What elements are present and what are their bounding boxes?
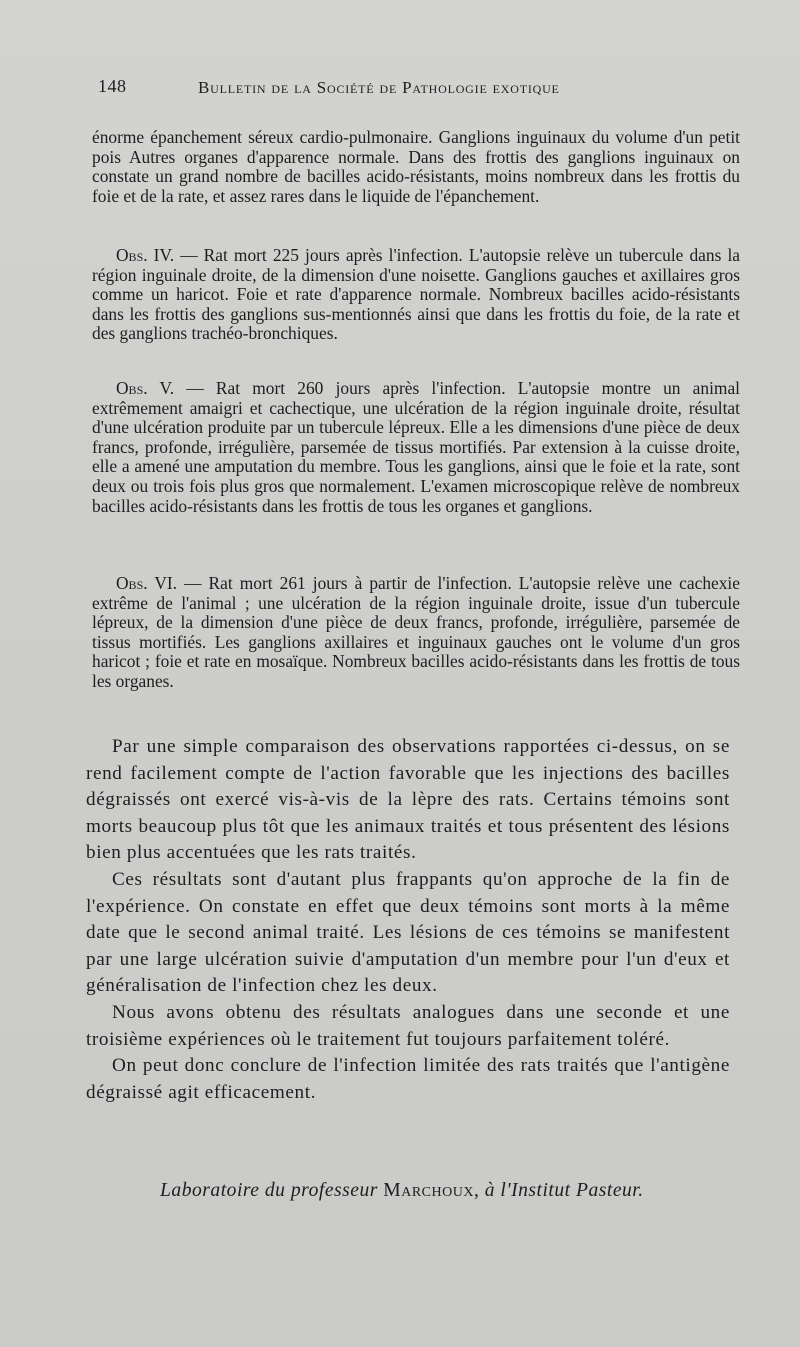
conclusion-paragraph: On peut donc conclure de l'infection limitée des rats traités que l'antigène dégraissé agit efficacement. — [86, 1055, 730, 1103]
observation-paragraph — [92, 574, 740, 692]
observation-4 — [92, 246, 740, 344]
signature-institute: , à l'Institut Pasteur. — [473, 1180, 644, 1201]
signature — [160, 1180, 740, 1202]
observation-5 — [92, 379, 740, 516]
observation-label: Obs. V. — [116, 378, 175, 398]
observation-text: — Rat mort 225 jours après l'infection. L'autopsie relève un tubercule dans la région inguinale droite, de la dimension d'une noisette. Ganglions gauches et axillaires gros comme un haricot. Foie et rate d'apparence normale. Nombreux bacilles acido-résistants dans les frottis des ganglions sus-mentionnés ainsi que dans les frottis du foie, de la rate et des ganglions trachéo-bronchiques. — [92, 245, 740, 344]
observation-paragraph — [92, 379, 740, 516]
signature-lab: Laboratoire du professeur — [160, 1180, 384, 1201]
page-number: 148 — [98, 76, 127, 96]
observation-6 — [92, 574, 740, 692]
running-head — [98, 76, 743, 104]
discussion-block — [86, 734, 730, 1106]
discussion-paragraph-1: Par une simple comparaison des observations rapportées ci-dessus, on se rend facilement compte de l'action favorable que les injections des bacilles dégraissés ont exercé vis-à-vis de la lèpre des rats. Certains témoins sont morts beaucoup plus tôt que les animaux traités et tous présentent des lésions bien plus accentuées que les rats traités. — [86, 736, 730, 864]
journal-title: Bulletin de la Société de Pathologie exotique — [198, 78, 560, 97]
observation-text: — Rat mort 261 jours à partir de l'infection. L'autopsie relève une cachexie extrême de l'animal ; une ulcération de la région inguinale droite, issue d'un tubercule lépreux, de la dimension d'une pièce de deux francs, profonde, irrégulière, parsemée de tissus mortifiés. Les ganglions axillaires et inguinaux gauches ont le volume d'un gros haricot ; foie et rate en mosaïque. Nombreux bacilles acido-résistants dans les frottis de tous les organes. — [92, 573, 740, 691]
observation-paragraph — [92, 246, 740, 344]
continued-paragraph — [92, 128, 740, 206]
discussion-paragraph-3: Nous avons obtenu des résultats analogues dans une seconde et une troisième expériences où le traitement fut toujours parfaitement toléré. — [86, 1001, 730, 1050]
signature-author: Marchoux — [383, 1180, 474, 1201]
observation-text: — Rat mort 260 jours après l'infection. L'autopsie montre un animal extrêmement amaigri et cachectique, une ulcération de la région inguinale droite, résultat d'une ulcération produite par un tubercule lépreux. Elle a les dimensions d'une pièce de deux francs, profonde, irrégulière, parsemée de tissus mortifiés. Par extension à la cuisse droite, elle a amené une amputation du membre. Tous les ganglions, ainsi que le foie et la rate, sont deux ou trois fois plus gros que normalement. L'examen microscopique relève de nombreux bacilles acido-résistants dans les frottis de tous les organes et ganglions. — [92, 378, 740, 516]
discussion-paragraph-2: Ces résultats sont d'autant plus frappants qu'on approche de la fin de l'expérience. On constate en effet que deux témoins sont morts à la même date que le second animal traité. Les lésions de ces témoins se manifestent par une large ulcération suivie d'amputation d'un membre pour l'un d'eux et généralisation de l'infection chez les deux. — [86, 868, 730, 997]
observation-label: Obs. IV. — [116, 245, 175, 265]
observation-label: Obs. VI. — [116, 573, 178, 593]
paragraph-continuation: énorme épanchement séreux cardio-pulmonaire. Ganglions inguinaux du volume d'un petit pois Autres organes d'apparence normale. Dans des frottis des ganglions inguinaux on constate un grand nombre de bacilles acido-résistants, moins nombreux dans les frottis du foie et de la rate, et assez rares dans le liquide de l'épanchement. — [92, 127, 740, 206]
